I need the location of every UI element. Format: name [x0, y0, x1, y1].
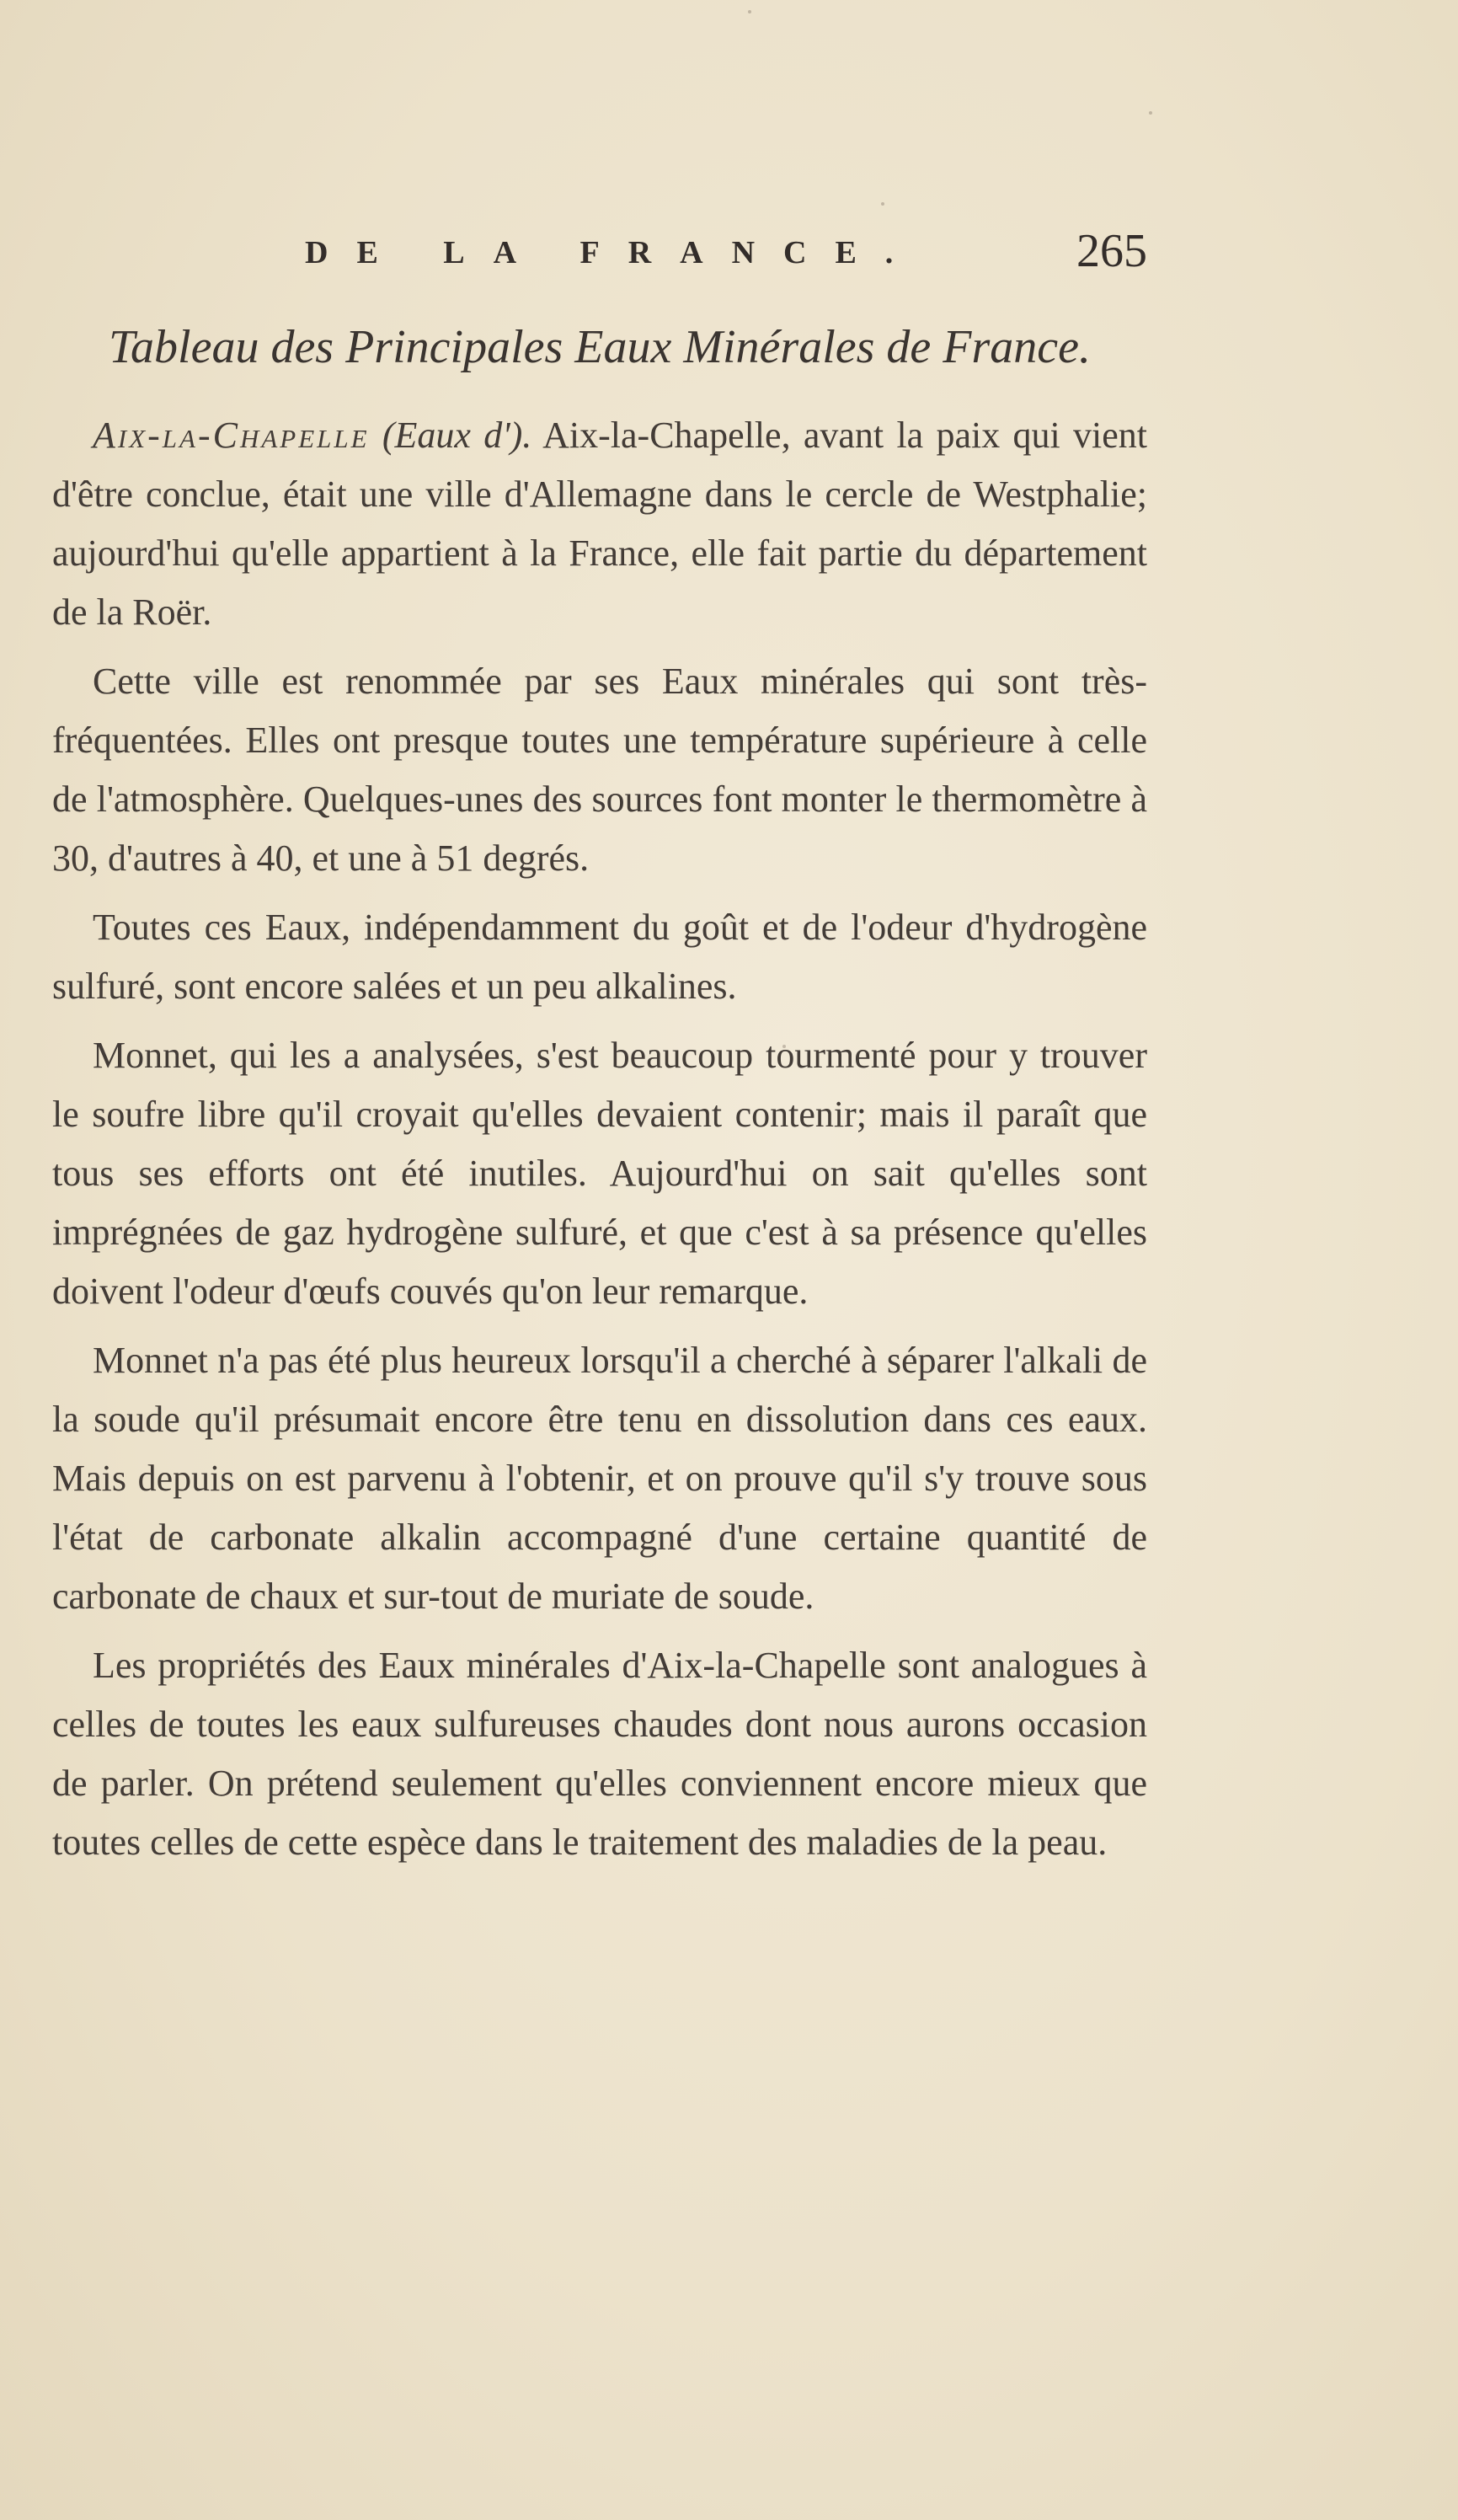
- paper-speck: [748, 10, 751, 13]
- entry-text: Aix-la-Chapelle, avant la paix qui vient d'être conclue, était une ville d'Allemagne dans le cercle de Westphalie; aujourd'hui qu'elle appartient à la France, elle fait partie du département de la Roër.: [52, 415, 1148, 633]
- body-paragraph: Cette ville est renommée par ses Eaux minérales qui sont très-fréquentées. Elles ont presque toutes une température supérieure à celle de l'atmosphère. Quelques-unes des sources font monter le thermomètre à 30, d'autres à 40, et une à 51 degrés.: [52, 661, 1147, 879]
- body-paragraph: Les propriétés des Eaux minérales d'Aix-la-Chapelle sont analogues à celles de toutes les eaux sulfureuses chaudes dont nous aurons occasion de parler. On prétend seulement qu'elles conviennent encore mieux que toutes celles de cette espèce dans le traitement des maladies de la peau.: [52, 1645, 1147, 1863]
- paper-speck: [881, 202, 884, 206]
- text-block: [52, 219, 1147, 1872]
- running-head: [52, 219, 1147, 295]
- page-number: 265: [1076, 225, 1147, 277]
- body-paragraph: Monnet, qui les a analysées, s'est beaucoup tourmenté pour y trouver le soufre libre qu'il croyait qu'elles devaient contenir; mais il paraît que tous ses efforts ont été inutiles. Aujourd'hui on sait qu'elles sont imprégnées de gaz hydrogène sulfuré, et que c'est à sa présence qu'elles doivent l'odeur d'œufs couvés qu'on leur remarque.: [52, 1035, 1147, 1312]
- body-paragraph: Toutes ces Eaux, indépendamment du goût et de l'odeur d'hydrogène sulfuré, sont encore salées et un peu alkalines.: [52, 907, 1147, 1007]
- body-paragraph: Monnet n'a pas été plus heureux lorsqu'il a cherché à séparer l'alkali de la soude qu'il présumait encore être tenu en dissolution dans ces eaux. Mais depuis on est parvenu à l'obtenir, et on prouve qu'il s'y trouve sous l'état de carbonate alkalin accompagné d'une certaine quantité de carbonate de chaux et sur-tout de muriate de soude.: [52, 1340, 1147, 1617]
- paper-speck: [1149, 111, 1152, 115]
- entry-name: Aix-la-Chapelle: [93, 415, 370, 456]
- running-title: DE LA FRANCE.: [305, 235, 922, 270]
- entry-paragraph: [52, 406, 1147, 642]
- table-title: Tableau des Principales Eaux Minérales de France.: [109, 321, 1091, 373]
- entry-label: (Eaux d').: [382, 415, 532, 456]
